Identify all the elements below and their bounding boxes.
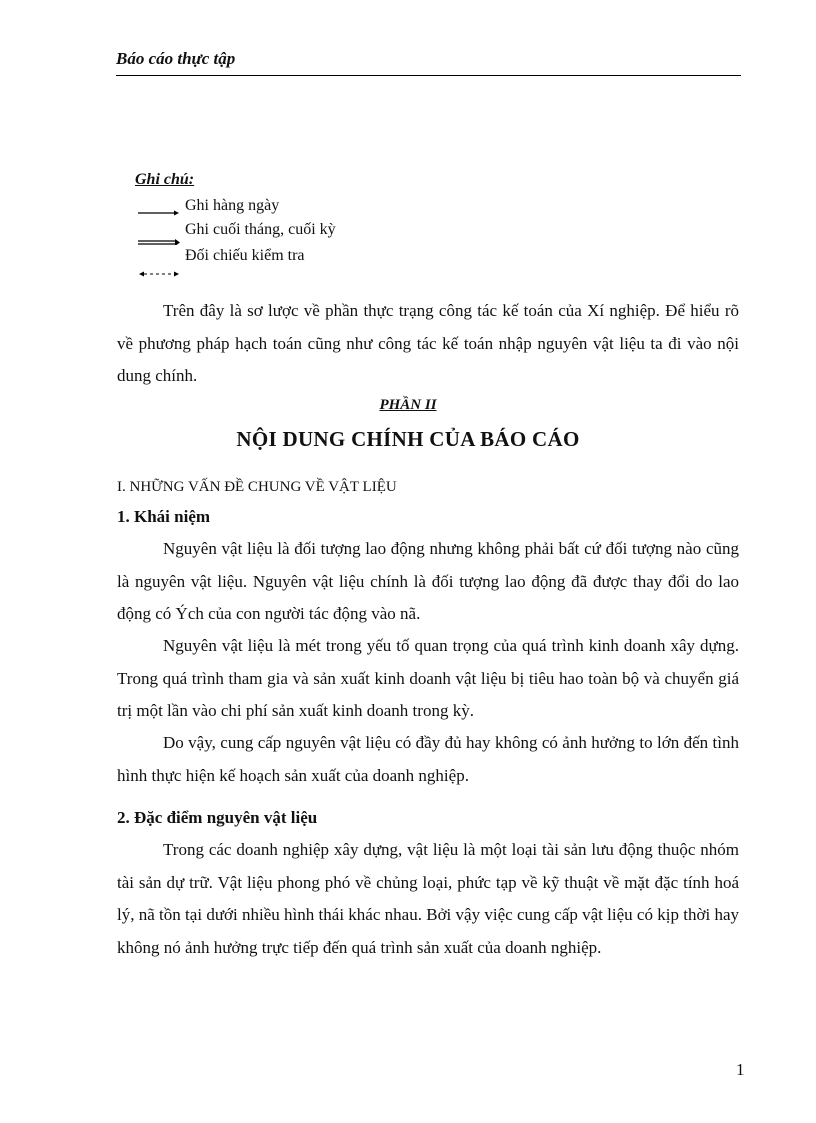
legend-item-label: Ghi hàng ngày [185, 197, 280, 214]
concept-paragraph-1: Nguyên vật liệu là đối tượng lao động nhưng không phải bất cứ đối tượng nào cũng là nguyên vật liệu. Nguyên vật liệu chính là đối tượng lao động đã được thay đổi do lao động có Ých của con người tác động vào nã. [117, 539, 739, 623]
legend-item-daily [136, 197, 436, 217]
subsection-heading-concept: 1. Khái niệm [117, 507, 211, 526]
page-number: 1 [736, 1060, 745, 1079]
page-header [116, 49, 741, 76]
legend-item-label: Ghi cuối tháng, cuối kỳ [185, 221, 336, 238]
concept-paragraph-2: Nguyên vật liệu là mét trong yếu tố quan trọng của quá trình kinh doanh xây dựng. Trong quá trình tham gia và sản xuất kinh doanh vật liệu bị tiêu hao toàn bộ và chuyển giá trị một lần vào chi phí sản xuất kinh doanh trong kỳ. [117, 636, 739, 720]
header-title: Báo cáo thực tập [116, 49, 236, 68]
double-arrow-icon [136, 221, 182, 245]
legend-title: Ghi chú: [135, 171, 195, 188]
legend-item-reconcile [136, 247, 436, 267]
legend-item-period-end [136, 221, 436, 241]
legend-item-label: Đối chiếu kiểm tra [185, 247, 305, 264]
subsection-heading-characteristics: 2. Đặc điểm nguyên vật liệu [117, 808, 318, 827]
section-heading: I. NHỮNG VẤN ĐỀ CHUNG VỀ VẬT LIỆU [117, 479, 397, 495]
single-arrow-icon [136, 197, 182, 217]
part-label: PHẦN II [379, 397, 437, 413]
part-title: NỘI DUNG CHÍNH CỦA BÁO CÁO [236, 427, 580, 451]
intro-paragraph: Trên đây là sơ lược về phần thực trạng công tác kế toán của Xí nghiệp. Để hiểu rõ về phương pháp hạch toán cũng như công tác kế toán nhập nguyên vật liệu ta đi vào nội dung chính. [117, 301, 739, 385]
characteristics-paragraph: Trong các doanh nghiệp xây dựng, vật liệu là một loại tài sản lưu động thuộc nhóm tài sản dự trữ. Vật liệu phong phó về chủng loại, phức tạp về kỹ thuật về mặt đặc tính hoá lý, nã tồn tại dưới nhiều hình thái khác nhau. Bởi vậy việc cung cấp vật liệu có kịp thời hay không nó ảnh hưởng trực tiếp đến quá trình sản xuất của doanh nghiệp. [117, 840, 739, 957]
dashed-double-headed-arrow-icon [136, 247, 182, 279]
concept-paragraph-3: Do vậy, cung cấp nguyên vật liệu có đầy đủ hay không có ảnh hưởng to lớn đến tình hình thực hiện kế hoạch sản xuất của doanh nghiệp. [117, 733, 739, 785]
